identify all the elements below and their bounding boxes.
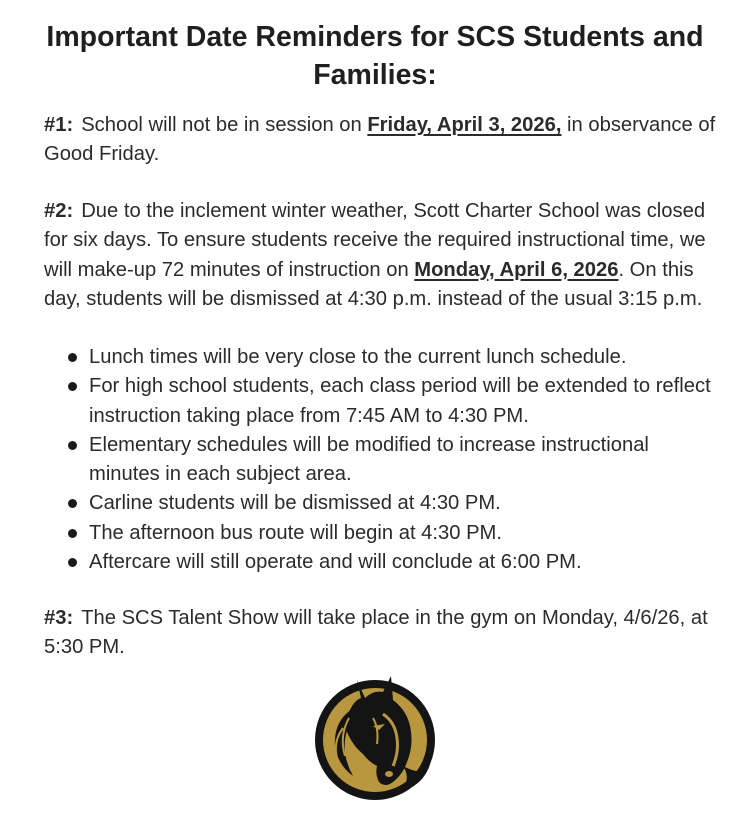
reminder-item-2 <box>44 197 724 314</box>
item-2-label: #2: <box>44 200 74 222</box>
item-1-date: Friday, April 3, 2026, <box>367 114 562 136</box>
logo-nostril <box>385 771 393 777</box>
reminder-item-3 <box>44 604 724 663</box>
item-1-text-start: School will not be in session on <box>81 114 368 136</box>
list-item: Lunch times will be very close to the current lunch schedule. <box>44 343 724 372</box>
item-3-label: #3: <box>44 607 74 629</box>
item-2-date: Monday, April 6, 2026 <box>414 258 619 281</box>
list-item: Aftercare will still operate and will conclude at 6:00 PM. <box>44 548 724 577</box>
item-2-text-end: . On this day, students will be dismissed at 4:30 p.m. instead of the usual 3:15 p.m. <box>44 258 703 310</box>
reminder-item-1 <box>44 111 724 170</box>
item-1-label: #1: <box>44 114 74 136</box>
item-1-text-end: in observance of Good Friday. <box>44 114 716 166</box>
item-2-text-start: Due to the inclement winter weather, Scott Charter School was closed for six days. To ensure students receive the required instructional time, we will make-up 72 minutes of instruction on <box>44 200 706 281</box>
item-2-bullet-list <box>44 343 724 577</box>
item-3-text: The SCS Talent Show will take place in the gym on Monday, 4/6/26, at 5:30 PM. <box>44 607 708 659</box>
list-item: Carline students will be dismissed at 4:30 PM. <box>44 489 724 518</box>
list-item: Elementary schedules will be modified to increase instructional minutes in each subject area. <box>44 431 724 490</box>
list-item: For high school students, each class period will be extended to reflect instruction taking place from 7:45 AM to 4:30 PM. <box>44 372 724 431</box>
page-title: Important Date Reminders for SCS Students and Families: <box>46 21 704 91</box>
list-item: The afternoon bus route will begin at 4:30 PM. <box>44 519 724 548</box>
mustang-head-logo-icon <box>313 670 437 802</box>
